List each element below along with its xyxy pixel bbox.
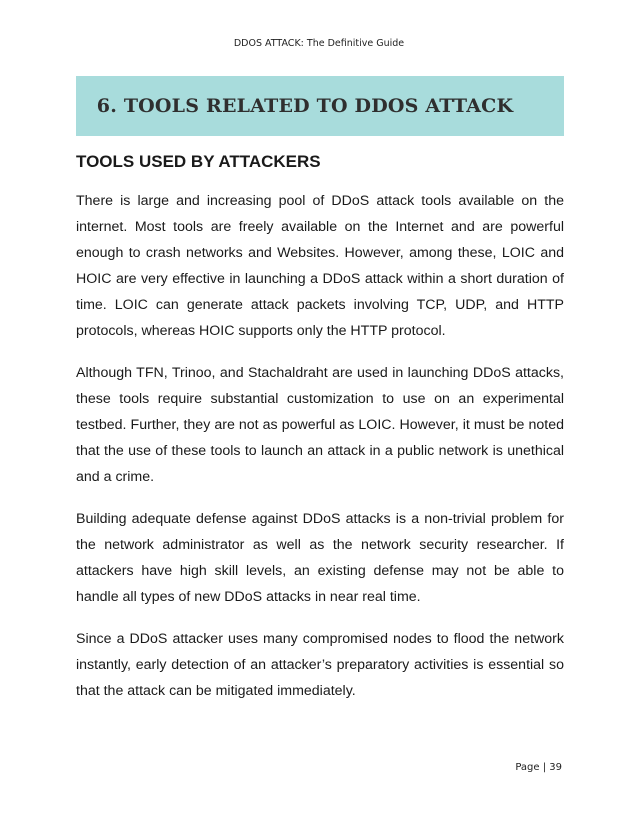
running-header: DDOS ATTACK: The Definitive Guide — [233, 38, 405, 49]
body-text — [76, 188, 564, 720]
chapter-title: 6. TOOLS RELATED TO DDOS ATTACK — [96, 95, 514, 117]
paragraph: Building adequate defense against DDoS attacks is a non-trivial problem for the network administrator as well as the network security researcher. If attackers have high skill levels, an existing defense may not be able to handle all types of new DDoS attacks in near real time. — [76, 511, 564, 605]
chapter-banner — [76, 76, 564, 136]
paragraph: Since a DDoS attacker uses many compromised nodes to flood the network instantly, early detection of an attacker’s preparatory activities is essential so that the attack can be mitigated immediately. — [76, 631, 564, 699]
page-number: Page | 39 — [515, 762, 562, 773]
paragraph: Although TFN, Trinoo, and Stachaldraht are used in launching DDoS attacks, these tools require substantial customization to use on an experimental testbed. Further, they are not as powerful as LOIC. However, it must be noted that the use of these tools to launch an attack in a public network is unethical and a crime. — [76, 365, 564, 485]
paragraph: There is large and increasing pool of DDoS attack tools available on the internet. Most tools are freely available on the Internet and are powerful enough to crash networks and Websites. However, among these, LOIC and HOIC are very effective in launching a DDoS attack within a short duration of time. LOIC can generate attack packets involving TCP, UDP, and HTTP protocols, whereas HOIC supports only the HTTP protocol. — [76, 193, 564, 339]
section-heading: TOOLS USED BY ATTACKERS — [76, 152, 321, 171]
